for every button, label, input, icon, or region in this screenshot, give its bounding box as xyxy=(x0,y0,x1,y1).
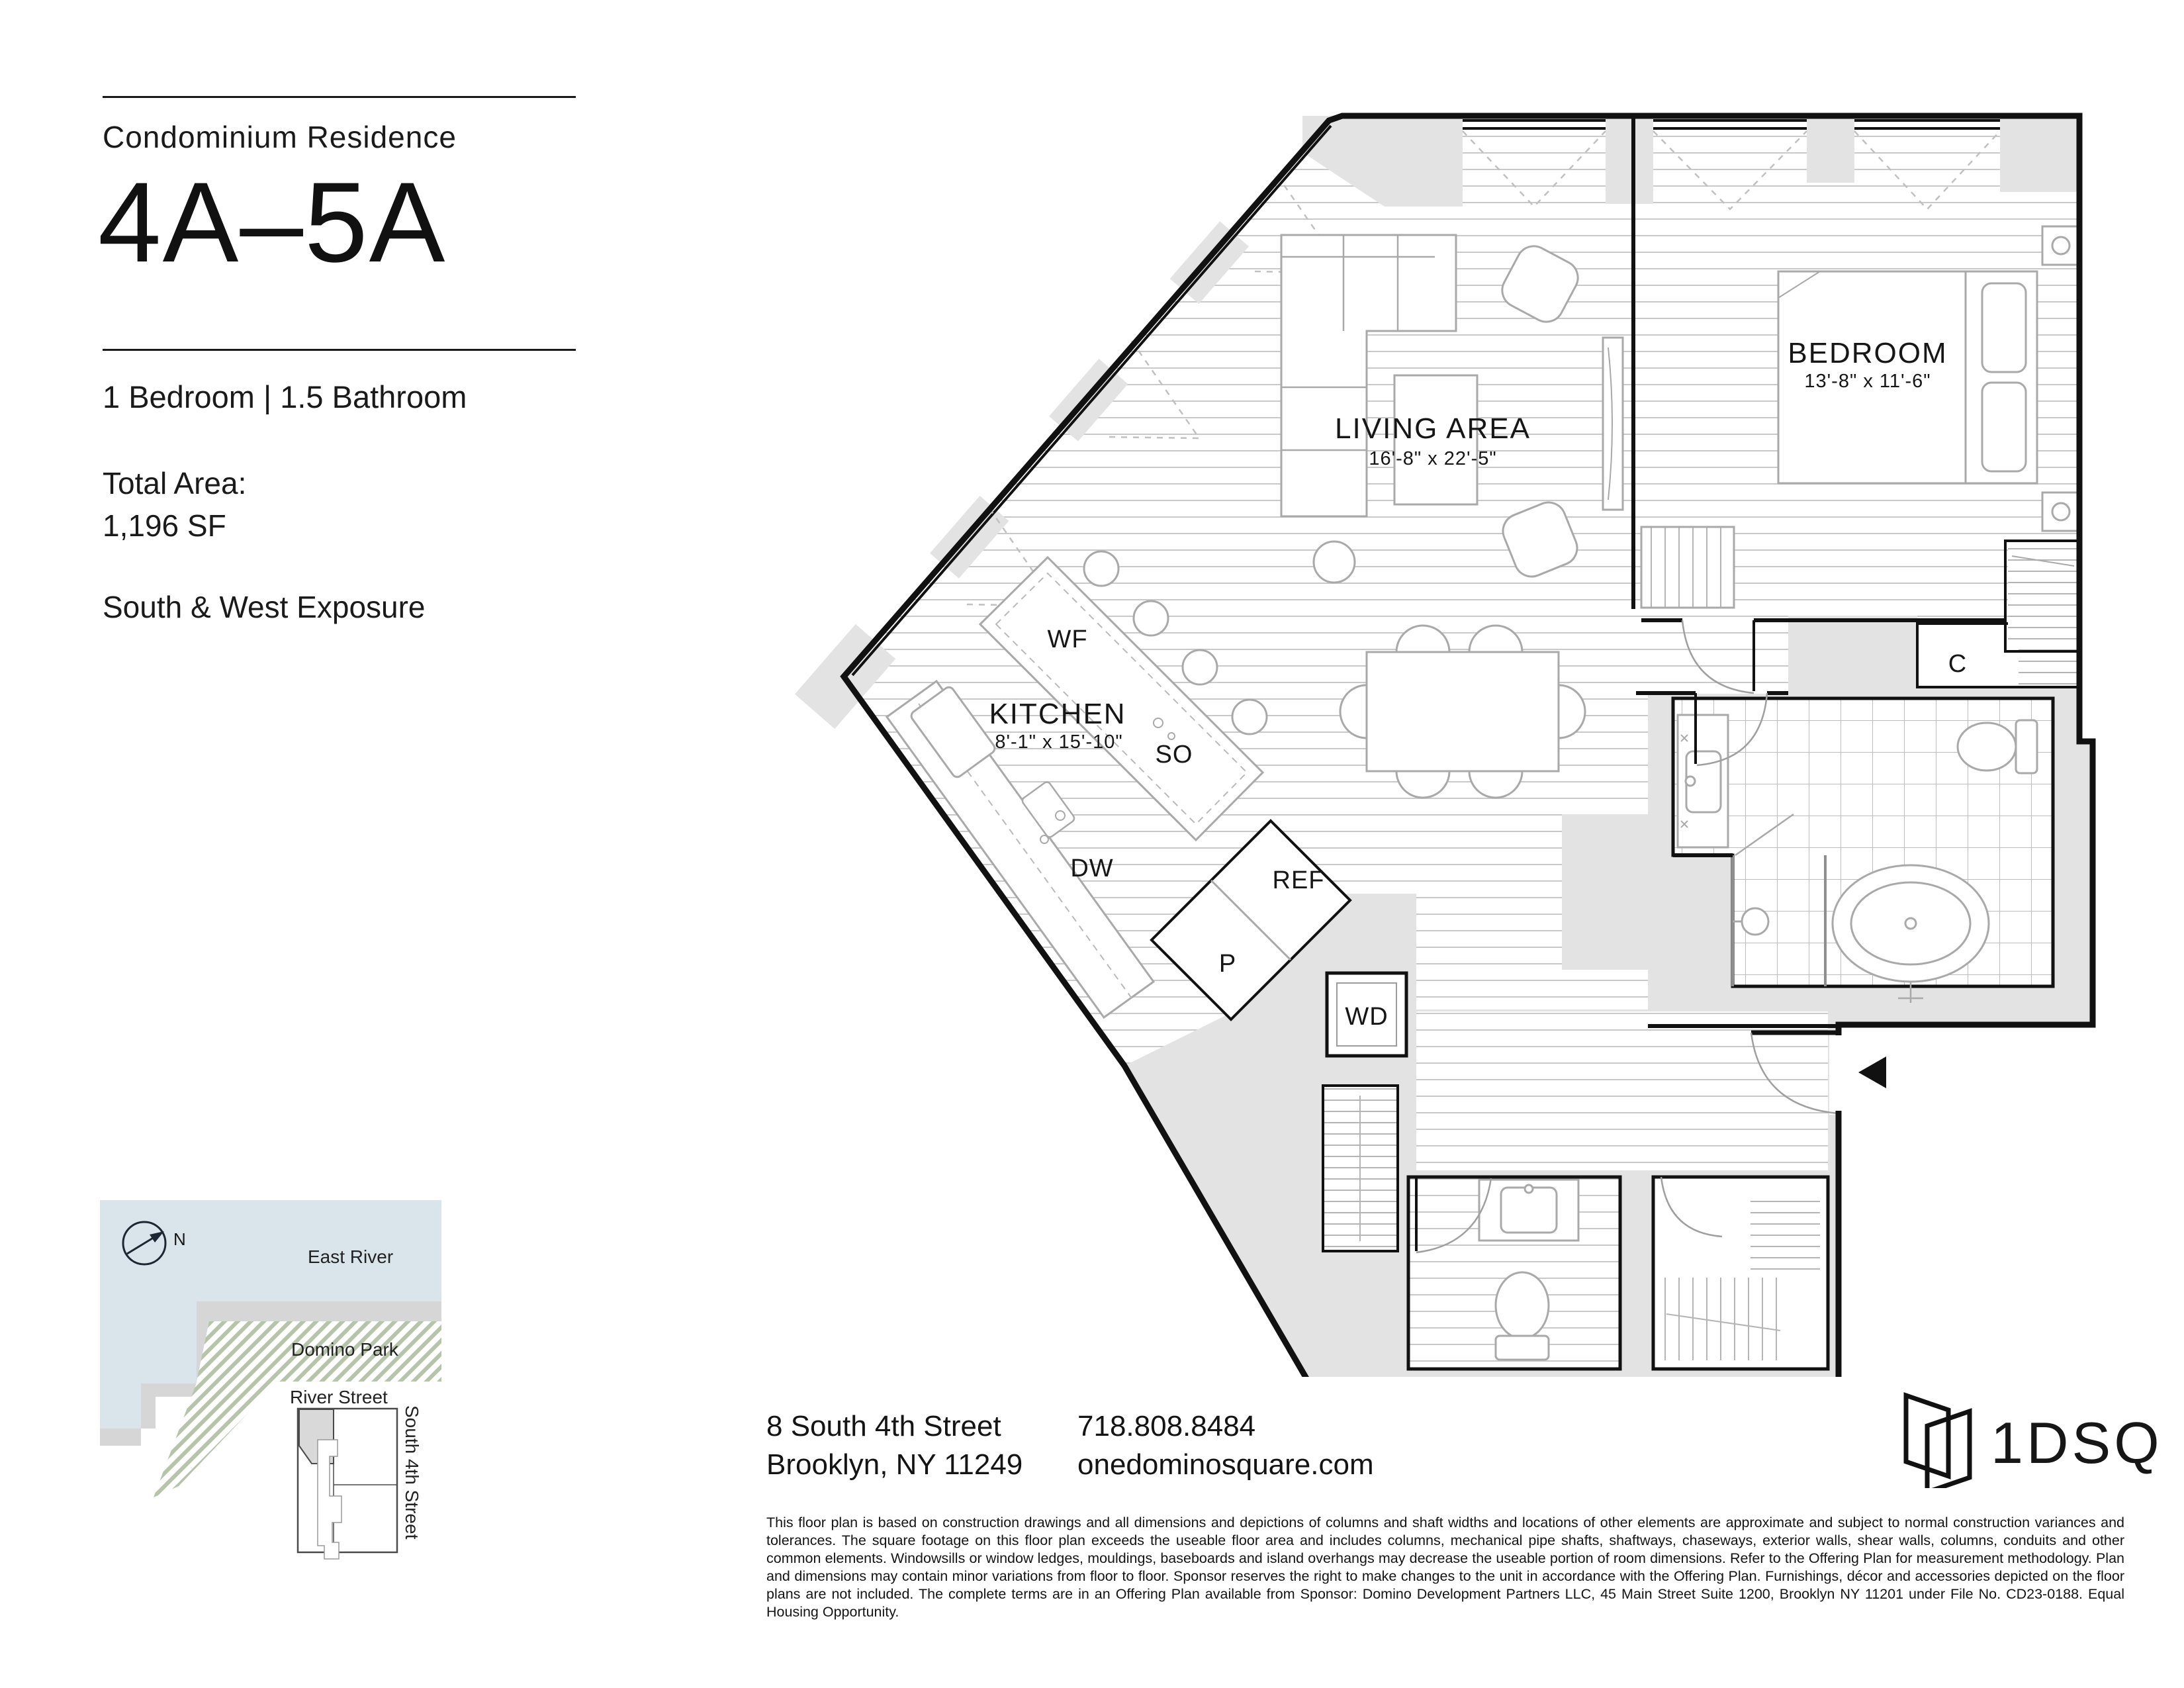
map-label-east-river: East River xyxy=(308,1246,394,1267)
label-wd: WD xyxy=(1345,1003,1388,1031)
wall-column-2 xyxy=(1807,116,1854,183)
label-kitchen: KITCHEN xyxy=(989,698,1126,730)
compass-n-label: N xyxy=(173,1229,186,1249)
label-ref: REF xyxy=(1272,867,1325,894)
powder-toilet-bowl xyxy=(1496,1272,1549,1338)
footer-address xyxy=(766,1407,1023,1484)
unit-number-title: 4A–5A xyxy=(98,159,447,286)
wall-block-topright xyxy=(2000,116,2079,192)
logo-icon xyxy=(1898,1389,2176,1488)
bath-toilet-tank xyxy=(2016,720,2037,773)
powder-sink xyxy=(1501,1188,1557,1233)
wall-mass-c xyxy=(1788,616,1917,688)
location-map xyxy=(99,1195,457,1572)
label-so: SO xyxy=(1155,741,1193,769)
bedroom-dresser xyxy=(1641,527,1734,608)
wall-mass-linen xyxy=(1562,814,1655,970)
divider-top xyxy=(103,96,576,98)
footer-contact xyxy=(1077,1407,1374,1484)
address-line-1: 8 South 4th Street xyxy=(766,1410,1001,1442)
pillow-2 xyxy=(1982,383,2026,471)
wic-shelves xyxy=(1751,1192,1820,1271)
residence-type-label: Condominium Residence xyxy=(103,120,457,154)
legal-disclaimer: This floor plan is based on construction drawings and all dimensions and depictions of columns and shaft widths and locations of other elements are approximate and subject to normal construction variances and tolerances. The square footage on this floor plan exceeds the useable floor area and includes columns, mechanical pipe shafts, shaftways, chaseways, exterior walls, shear walls, columns, conduits and other common elements. Windowsills or window ledges, mouldings, baseboards and island overhangs may decrease the useable portion of room dimensions. Refer to the Offering Plan for measurement methodology. Plan and dimensions may contain minor variations from floor to floor. Sponsor reserves the right to make changes to the unit in accordance with the Offering Plan. Furnishings, décor and accessories depicted on the floor plans are not included. The complete terms are in an Offering Plan available from Sponsor: Domino Development Partners LLC, 45 Main Street Suite 1200, Brooklyn NY 11201 under File No. CD23-0188. Equal Housing Opportunity. xyxy=(766,1515,2124,1620)
dining-table xyxy=(1367,652,1559,771)
entry-arrow-icon xyxy=(1858,1056,1886,1088)
label-living-area: LIVING AREA xyxy=(1335,412,1531,445)
label-c: C xyxy=(1948,650,1968,678)
map-label-river-street: River Street xyxy=(290,1387,388,1407)
label-kitchen-dims: 8'-1" x 15'-10" xyxy=(995,731,1123,753)
powder-toilet-tank xyxy=(1496,1336,1549,1360)
total-area-label: Total Area: xyxy=(103,466,247,500)
map-label-south-4th-street: South 4th Street xyxy=(402,1405,422,1540)
map-label-domino-park: Domino Park xyxy=(291,1339,398,1360)
side-table xyxy=(1314,541,1355,583)
floor-plan xyxy=(761,53,2184,1377)
bath-toilet-bowl xyxy=(1958,723,2016,771)
total-area-value: 1,196 SF xyxy=(103,508,226,543)
divider-middle xyxy=(103,349,576,351)
shower-head xyxy=(1742,908,1768,935)
bedroom-closet-shelves xyxy=(2008,544,2077,649)
dining-set xyxy=(1340,626,1585,798)
wall-column-1 xyxy=(1606,116,1653,204)
bed-bath-specs: 1 Bedroom | 1.5 Bathroom xyxy=(103,379,467,414)
wic-hangers xyxy=(1662,1278,1782,1360)
logo xyxy=(1898,1389,2176,1488)
exposure-label: South & West Exposure xyxy=(103,590,426,624)
label-dw: DW xyxy=(1070,855,1114,882)
label-living-dims: 16'-8" x 22'-5" xyxy=(1369,448,1497,469)
label-p: P xyxy=(1218,950,1237,978)
corridor-floor xyxy=(1416,1011,1828,1170)
label-bedroom: BEDROOM xyxy=(1788,337,1948,369)
logo-wordmark: 1DSQ xyxy=(1991,1410,2163,1476)
address-line-2: Brooklyn, NY 11249 xyxy=(766,1448,1023,1481)
phone-number[interactable]: 718.808.8484 xyxy=(1077,1410,1256,1442)
label-bedroom-dims: 13'-8" x 11'-6" xyxy=(1804,371,1931,392)
hall-floor xyxy=(1636,622,1788,694)
pillow-1 xyxy=(1982,283,2026,372)
website-link[interactable]: onedominosquare.com xyxy=(1077,1448,1374,1481)
label-wf: WF xyxy=(1047,626,1088,653)
